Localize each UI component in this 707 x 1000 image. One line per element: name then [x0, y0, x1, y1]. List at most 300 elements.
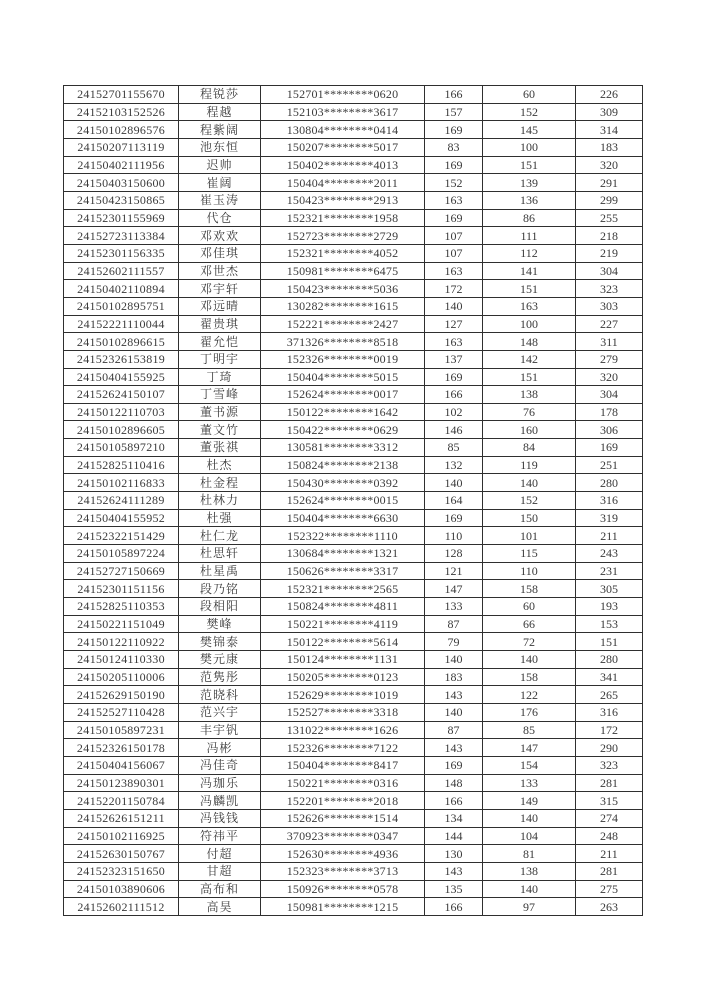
score-1-cell: 152	[425, 174, 483, 192]
score-2-cell: 152	[483, 492, 576, 510]
exam-id-cell: 24152629150190	[64, 686, 179, 704]
table-row	[64, 386, 643, 404]
score-1-cell: 144	[425, 827, 483, 845]
table-row	[64, 862, 643, 880]
score-1-cell: 107	[425, 227, 483, 245]
table-row	[64, 880, 643, 898]
name-cell: 崔玉涛	[179, 191, 261, 209]
score-1-cell: 143	[425, 739, 483, 757]
total-cell: 265	[576, 686, 643, 704]
id-number-cell: 150981********1215	[261, 898, 425, 916]
total-cell: 211	[576, 845, 643, 863]
id-number-cell: 370923********0347	[261, 827, 425, 845]
id-number-cell: 152321********1958	[261, 209, 425, 227]
score-1-cell: 169	[425, 509, 483, 527]
table-row	[64, 86, 643, 104]
exam-id-cell: 24150402110894	[64, 280, 179, 298]
table-row	[64, 756, 643, 774]
score-2-cell: 104	[483, 827, 576, 845]
name-cell: 董张祺	[179, 439, 261, 457]
table-row	[64, 333, 643, 351]
id-number-cell: 371326********8518	[261, 333, 425, 351]
score-2-cell: 119	[483, 456, 576, 474]
name-cell: 池东恒	[179, 138, 261, 156]
score-1-cell: 79	[425, 633, 483, 651]
total-cell: 178	[576, 403, 643, 421]
name-cell: 崔阔	[179, 174, 261, 192]
table-row	[64, 474, 643, 492]
score-2-cell: 148	[483, 333, 576, 351]
score-2-cell: 140	[483, 809, 576, 827]
exam-id-cell: 24150102896615	[64, 333, 179, 351]
score-1-cell: 83	[425, 138, 483, 156]
name-cell: 付超	[179, 845, 261, 863]
total-cell: 323	[576, 280, 643, 298]
score-1-cell: 166	[425, 792, 483, 810]
score-1-cell: 140	[425, 474, 483, 492]
total-cell: 319	[576, 509, 643, 527]
total-cell: 172	[576, 721, 643, 739]
score-2-cell: 81	[483, 845, 576, 863]
id-number-cell: 150626********3317	[261, 562, 425, 580]
exam-id-cell: 24150102116833	[64, 474, 179, 492]
score-2-cell: 163	[483, 297, 576, 315]
exam-id-cell: 24152301155969	[64, 209, 179, 227]
table-row	[64, 121, 643, 139]
exam-id-cell: 24152624150107	[64, 386, 179, 404]
score-1-cell: 140	[425, 297, 483, 315]
score-1-cell: 169	[425, 156, 483, 174]
total-cell: 304	[576, 386, 643, 404]
score-1-cell: 169	[425, 209, 483, 227]
table-row	[64, 456, 643, 474]
score-1-cell: 143	[425, 686, 483, 704]
name-cell: 冯彬	[179, 739, 261, 757]
name-cell: 段乃铭	[179, 580, 261, 598]
exam-id-cell: 24150221151049	[64, 615, 179, 633]
score-2-cell: 101	[483, 527, 576, 545]
total-cell: 255	[576, 209, 643, 227]
name-cell: 迟帅	[179, 156, 261, 174]
name-cell: 邓远晴	[179, 297, 261, 315]
name-cell: 程越	[179, 103, 261, 121]
name-cell: 杜强	[179, 509, 261, 527]
total-cell: 169	[576, 439, 643, 457]
score-1-cell: 163	[425, 333, 483, 351]
exam-id-cell: 24150205110006	[64, 668, 179, 686]
table-row	[64, 368, 643, 386]
score-1-cell: 140	[425, 703, 483, 721]
score-2-cell: 140	[483, 651, 576, 669]
exam-id-cell: 24150404155925	[64, 368, 179, 386]
total-cell: 291	[576, 174, 643, 192]
name-cell: 董文竹	[179, 421, 261, 439]
score-2-cell: 151	[483, 156, 576, 174]
score-1-cell: 85	[425, 439, 483, 457]
name-cell: 符祎平	[179, 827, 261, 845]
table-row	[64, 774, 643, 792]
score-table-body	[64, 86, 643, 916]
name-cell: 樊锦泰	[179, 633, 261, 651]
table-row	[64, 898, 643, 916]
exam-id-cell: 24150403150600	[64, 174, 179, 192]
score-1-cell: 102	[425, 403, 483, 421]
exam-id-cell: 24152825110416	[64, 456, 179, 474]
total-cell: 279	[576, 350, 643, 368]
name-cell: 杜思轩	[179, 545, 261, 563]
exam-id-cell: 24152626151211	[64, 809, 179, 827]
exam-id-cell: 24152326150178	[64, 739, 179, 757]
id-number-cell: 152701********0620	[261, 86, 425, 104]
id-number-cell: 150122********5614	[261, 633, 425, 651]
id-number-cell: 150423********2913	[261, 191, 425, 209]
id-number-cell: 152629********1019	[261, 686, 425, 704]
name-cell: 丁明宇	[179, 350, 261, 368]
table-row	[64, 156, 643, 174]
total-cell: 263	[576, 898, 643, 916]
exam-id-cell: 24150124110330	[64, 651, 179, 669]
id-number-cell: 130684********1321	[261, 545, 425, 563]
name-cell: 邓佳琪	[179, 244, 261, 262]
exam-id-cell: 24150103890606	[64, 880, 179, 898]
exam-id-cell: 24150102895751	[64, 297, 179, 315]
table-row	[64, 580, 643, 598]
name-cell: 冯麟凯	[179, 792, 261, 810]
exam-id-cell: 24152701155670	[64, 86, 179, 104]
score-1-cell: 183	[425, 668, 483, 686]
score-1-cell: 163	[425, 262, 483, 280]
exam-id-cell: 24150122110922	[64, 633, 179, 651]
name-cell: 杜林力	[179, 492, 261, 510]
id-number-cell: 152624********0017	[261, 386, 425, 404]
score-2-cell: 112	[483, 244, 576, 262]
id-number-cell: 150205********0123	[261, 668, 425, 686]
score-2-cell: 139	[483, 174, 576, 192]
table-row	[64, 633, 643, 651]
total-cell: 218	[576, 227, 643, 245]
id-number-cell: 152322********1110	[261, 527, 425, 545]
table-row	[64, 686, 643, 704]
id-number-cell: 150824********4811	[261, 598, 425, 616]
score-1-cell: 133	[425, 598, 483, 616]
id-number-cell: 150404********5015	[261, 368, 425, 386]
score-2-cell: 158	[483, 668, 576, 686]
exam-id-cell: 24152301156335	[64, 244, 179, 262]
id-number-cell: 152326********7122	[261, 739, 425, 757]
total-cell: 281	[576, 862, 643, 880]
table-row	[64, 138, 643, 156]
score-2-cell: 140	[483, 474, 576, 492]
score-1-cell: 157	[425, 103, 483, 121]
score-2-cell: 86	[483, 209, 576, 227]
table-row	[64, 439, 643, 457]
score-2-cell: 151	[483, 368, 576, 386]
table-row	[64, 103, 643, 121]
id-number-cell: 150981********6475	[261, 262, 425, 280]
name-cell: 冯佳奇	[179, 756, 261, 774]
score-1-cell: 164	[425, 492, 483, 510]
id-number-cell: 150207********5017	[261, 138, 425, 156]
score-2-cell: 160	[483, 421, 576, 439]
total-cell: 151	[576, 633, 643, 651]
table-row	[64, 174, 643, 192]
table-row	[64, 809, 643, 827]
total-cell: 211	[576, 527, 643, 545]
id-number-cell: 152630********4936	[261, 845, 425, 863]
table-row	[64, 792, 643, 810]
name-cell: 丁琦	[179, 368, 261, 386]
id-number-cell: 150404********6630	[261, 509, 425, 527]
name-cell: 翟允恺	[179, 333, 261, 351]
table-row	[64, 262, 643, 280]
score-2-cell: 152	[483, 103, 576, 121]
score-1-cell: 146	[425, 421, 483, 439]
id-number-cell: 152527********3318	[261, 703, 425, 721]
score-1-cell: 166	[425, 386, 483, 404]
table-row	[64, 297, 643, 315]
name-cell: 范晓科	[179, 686, 261, 704]
name-cell: 杜星禹	[179, 562, 261, 580]
name-cell: 丰宇钒	[179, 721, 261, 739]
id-number-cell: 150221********0316	[261, 774, 425, 792]
exam-id-cell: 24152201150784	[64, 792, 179, 810]
total-cell: 306	[576, 421, 643, 439]
score-2-cell: 60	[483, 598, 576, 616]
total-cell: 341	[576, 668, 643, 686]
name-cell: 邓欢欢	[179, 227, 261, 245]
table-row	[64, 209, 643, 227]
total-cell: 280	[576, 651, 643, 669]
name-cell: 杜仁龙	[179, 527, 261, 545]
score-2-cell: 140	[483, 880, 576, 898]
table-row	[64, 703, 643, 721]
id-number-cell: 150122********1642	[261, 403, 425, 421]
id-number-cell: 150430********0392	[261, 474, 425, 492]
exam-id-cell: 24150122110703	[64, 403, 179, 421]
score-2-cell: 176	[483, 703, 576, 721]
name-cell: 程锐莎	[179, 86, 261, 104]
id-number-cell: 150423********5036	[261, 280, 425, 298]
score-2-cell: 85	[483, 721, 576, 739]
score-1-cell: 140	[425, 651, 483, 669]
score-2-cell: 147	[483, 739, 576, 757]
table-row	[64, 545, 643, 563]
id-number-cell: 152321********2565	[261, 580, 425, 598]
id-number-cell: 152326********0019	[261, 350, 425, 368]
id-number-cell: 150422********0629	[261, 421, 425, 439]
id-number-cell: 150404********8417	[261, 756, 425, 774]
id-number-cell: 130804********0414	[261, 121, 425, 139]
name-cell: 甘超	[179, 862, 261, 880]
total-cell: 274	[576, 809, 643, 827]
score-1-cell: 148	[425, 774, 483, 792]
score-1-cell: 172	[425, 280, 483, 298]
total-cell: 320	[576, 368, 643, 386]
score-2-cell: 150	[483, 509, 576, 527]
total-cell: 243	[576, 545, 643, 563]
exam-id-cell: 24152322151429	[64, 527, 179, 545]
score-2-cell: 100	[483, 138, 576, 156]
exam-id-cell: 24152602111557	[64, 262, 179, 280]
exam-id-cell: 24150404155952	[64, 509, 179, 527]
total-cell: 226	[576, 86, 643, 104]
table-row	[64, 562, 643, 580]
name-cell: 高布和	[179, 880, 261, 898]
table-row	[64, 421, 643, 439]
id-number-cell: 150404********2011	[261, 174, 425, 192]
name-cell: 段相阳	[179, 598, 261, 616]
score-1-cell: 166	[425, 898, 483, 916]
table-row	[64, 527, 643, 545]
name-cell: 杜杰	[179, 456, 261, 474]
total-cell: 305	[576, 580, 643, 598]
total-cell: 183	[576, 138, 643, 156]
score-1-cell: 169	[425, 368, 483, 386]
exam-id-cell: 24150102896605	[64, 421, 179, 439]
score-2-cell: 149	[483, 792, 576, 810]
table-row	[64, 227, 643, 245]
score-table	[63, 85, 643, 916]
exam-id-cell: 24150404156067	[64, 756, 179, 774]
total-cell: 314	[576, 121, 643, 139]
score-1-cell: 87	[425, 721, 483, 739]
total-cell: 227	[576, 315, 643, 333]
exam-id-cell: 24150102116925	[64, 827, 179, 845]
score-2-cell: 133	[483, 774, 576, 792]
name-cell: 翟贵琪	[179, 315, 261, 333]
name-cell: 范隽彤	[179, 668, 261, 686]
table-row	[64, 651, 643, 669]
score-1-cell: 132	[425, 456, 483, 474]
table-row	[64, 598, 643, 616]
name-cell: 范兴宇	[179, 703, 261, 721]
table-row	[64, 315, 643, 333]
name-cell: 邓宇轩	[179, 280, 261, 298]
id-number-cell: 152323********3713	[261, 862, 425, 880]
total-cell: 281	[576, 774, 643, 792]
score-2-cell: 151	[483, 280, 576, 298]
id-number-cell: 152723********2729	[261, 227, 425, 245]
score-1-cell: 137	[425, 350, 483, 368]
total-cell: 193	[576, 598, 643, 616]
score-1-cell: 134	[425, 809, 483, 827]
score-1-cell: 107	[425, 244, 483, 262]
score-2-cell: 84	[483, 439, 576, 457]
name-cell: 丁雪峰	[179, 386, 261, 404]
name-cell: 高昊	[179, 898, 261, 916]
id-number-cell: 150221********4119	[261, 615, 425, 633]
exam-id-cell: 24152323151650	[64, 862, 179, 880]
exam-id-cell: 24152301151156	[64, 580, 179, 598]
id-number-cell: 152624********0015	[261, 492, 425, 510]
score-1-cell: 147	[425, 580, 483, 598]
score-2-cell: 141	[483, 262, 576, 280]
table-row	[64, 492, 643, 510]
id-number-cell: 130282********1615	[261, 297, 425, 315]
exam-id-cell: 24152825110353	[64, 598, 179, 616]
total-cell: 316	[576, 703, 643, 721]
name-cell: 程紫阔	[179, 121, 261, 139]
table-row	[64, 668, 643, 686]
score-2-cell: 97	[483, 898, 576, 916]
exam-id-cell: 24152727150669	[64, 562, 179, 580]
total-cell: 304	[576, 262, 643, 280]
total-cell: 316	[576, 492, 643, 510]
id-number-cell: 150824********2138	[261, 456, 425, 474]
exam-id-cell: 24152624111289	[64, 492, 179, 510]
score-2-cell: 100	[483, 315, 576, 333]
id-number-cell: 131022********1626	[261, 721, 425, 739]
total-cell: 315	[576, 792, 643, 810]
score-2-cell: 115	[483, 545, 576, 563]
total-cell: 248	[576, 827, 643, 845]
total-cell: 290	[576, 739, 643, 757]
score-2-cell: 136	[483, 191, 576, 209]
name-cell: 樊元康	[179, 651, 261, 669]
exam-id-cell: 24150402111956	[64, 156, 179, 174]
id-number-cell: 150124********1131	[261, 651, 425, 669]
score-2-cell: 72	[483, 633, 576, 651]
score-1-cell: 169	[425, 756, 483, 774]
total-cell: 251	[576, 456, 643, 474]
exam-id-cell: 24152527110428	[64, 703, 179, 721]
table-row	[64, 280, 643, 298]
exam-id-cell: 24152103152526	[64, 103, 179, 121]
score-1-cell: 143	[425, 862, 483, 880]
exam-id-cell: 24152221110044	[64, 315, 179, 333]
score-2-cell: 66	[483, 615, 576, 633]
score-1-cell: 135	[425, 880, 483, 898]
total-cell: 311	[576, 333, 643, 351]
exam-id-cell: 24152602111512	[64, 898, 179, 916]
id-number-cell: 152103********3617	[261, 103, 425, 121]
score-1-cell: 128	[425, 545, 483, 563]
exam-id-cell: 24150123890301	[64, 774, 179, 792]
score-1-cell: 169	[425, 121, 483, 139]
exam-id-cell: 24152326153819	[64, 350, 179, 368]
exam-id-cell: 24150105897224	[64, 545, 179, 563]
name-cell: 冯珈乐	[179, 774, 261, 792]
score-1-cell: 110	[425, 527, 483, 545]
total-cell: 303	[576, 297, 643, 315]
score-2-cell: 122	[483, 686, 576, 704]
total-cell: 323	[576, 756, 643, 774]
score-2-cell: 145	[483, 121, 576, 139]
table-row	[64, 827, 643, 845]
total-cell: 231	[576, 562, 643, 580]
score-2-cell: 142	[483, 350, 576, 368]
name-cell: 代仓	[179, 209, 261, 227]
exam-id-cell: 24150207113119	[64, 138, 179, 156]
id-number-cell: 130581********3312	[261, 439, 425, 457]
total-cell: 280	[576, 474, 643, 492]
table-row	[64, 403, 643, 421]
score-2-cell: 138	[483, 386, 576, 404]
table-row	[64, 721, 643, 739]
score-1-cell: 87	[425, 615, 483, 633]
score-1-cell: 127	[425, 315, 483, 333]
id-number-cell: 152221********2427	[261, 315, 425, 333]
exam-id-cell: 24150105897210	[64, 439, 179, 457]
exam-id-cell: 24150423150865	[64, 191, 179, 209]
table-row	[64, 350, 643, 368]
exam-id-cell: 24152723113384	[64, 227, 179, 245]
score-2-cell: 154	[483, 756, 576, 774]
total-cell: 299	[576, 191, 643, 209]
table-row	[64, 845, 643, 863]
score-2-cell: 111	[483, 227, 576, 245]
total-cell: 309	[576, 103, 643, 121]
